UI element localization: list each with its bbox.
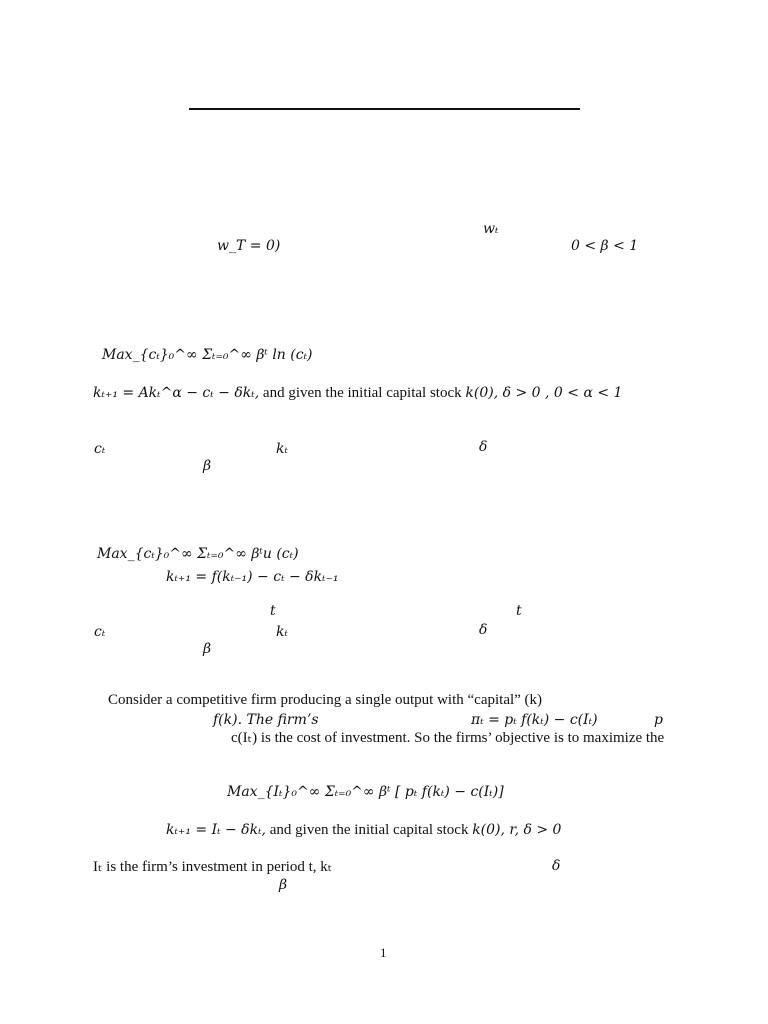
var-beta-4: β bbox=[279, 877, 288, 893]
var-delta: δ bbox=[479, 439, 488, 455]
constraint-text: and given the initial capital stock bbox=[259, 385, 466, 401]
var-beta: β bbox=[203, 458, 212, 474]
var-ct: cₜ bbox=[94, 441, 106, 457]
title-rule bbox=[189, 108, 580, 110]
page-number: 1 bbox=[380, 945, 387, 960]
production-function: f(k). The firm’s bbox=[213, 712, 319, 728]
price-p: p bbox=[654, 712, 663, 728]
constraint-firm-text: and given the initial capital stock bbox=[266, 822, 473, 838]
constraint-firm-tail: k(0), r, δ > 0 bbox=[472, 822, 562, 838]
objective-log: Max_{cₜ}₀^∞ Σₜ₌₀^∞ βᵗ ln (cₜ) bbox=[102, 347, 313, 363]
constraint-firm-math: kₜ₊₁ = Iₜ − δkₜ, bbox=[166, 822, 266, 838]
var-ct-3: cₜ bbox=[94, 624, 106, 640]
objective-firm: Max_{Iₜ}₀^∞ Σₜ₌₀^∞ βᵗ [ pₜ f(kₜ) − c(Iₜ)] bbox=[227, 784, 504, 800]
var-beta-3: β bbox=[203, 641, 212, 657]
var-delta-4: δ bbox=[552, 858, 561, 874]
constraint-line-2 bbox=[93, 384, 622, 402]
firm-intro-line: Consider a competitive firm producing a single output with “capital” (k) bbox=[108, 692, 543, 708]
constraint-math: kₜ₊₁ = Akₜ^α − cₜ − δkₜ, bbox=[93, 385, 260, 401]
var-t-2: t bbox=[516, 603, 522, 619]
var-kt: kₜ bbox=[276, 441, 288, 457]
profit-equation: πₜ = pₜ f(kₜ) − c(Iₜ) bbox=[471, 712, 598, 728]
var-t-1: t bbox=[270, 603, 276, 619]
var-kt-3: kₜ bbox=[276, 624, 288, 640]
investment-definition: Iₜ is the firm’s investment in period t, kₜ bbox=[93, 859, 333, 875]
math-beta-range: 0 < β < 1 bbox=[571, 238, 639, 254]
math-wt: wₜ bbox=[483, 221, 499, 237]
constraint-general: kₜ₊₁ = f(kₜ₋₁) − cₜ − δkₜ₋₁ bbox=[166, 569, 339, 585]
investment-cost-line: c(Iₜ) is the cost of investment. So the firms’ objective is to maximize the bbox=[231, 730, 665, 746]
objective-general: Max_{cₜ}₀^∞ Σₜ₌₀^∞ βᵗu (cₜ) bbox=[97, 546, 299, 562]
math-wT: w_T = 0) bbox=[217, 238, 281, 254]
constraint-tail: k(0), δ > 0 , 0 < α < 1 bbox=[465, 385, 623, 401]
var-delta-3: δ bbox=[479, 622, 488, 638]
constraint-line-4 bbox=[166, 821, 561, 839]
